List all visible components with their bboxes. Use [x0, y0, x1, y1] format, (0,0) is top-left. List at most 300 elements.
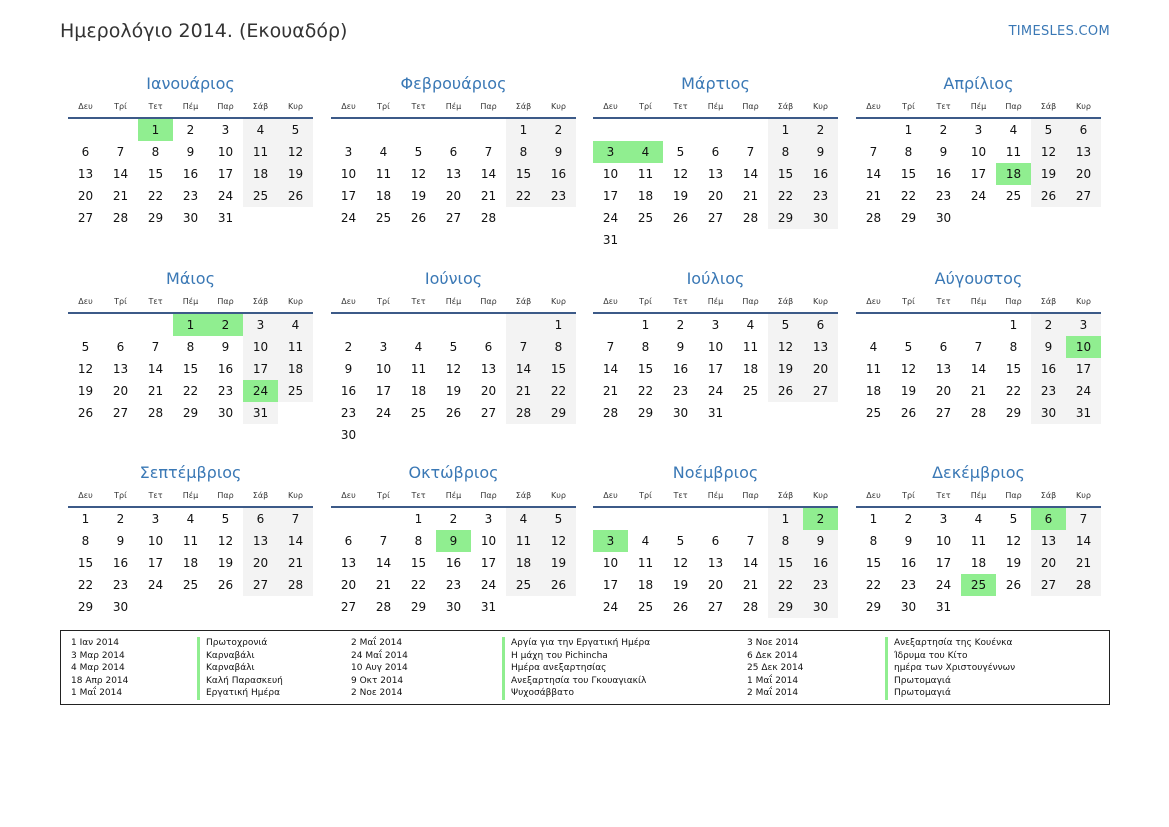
- weekday-label: Πέμ: [970, 491, 987, 500]
- legend-holiday-name: Ανεξαρτησία του Γκουαγιακίλ: [502, 675, 650, 688]
- weekday-label: Πέμ: [707, 491, 724, 500]
- day-cell: 17: [375, 384, 392, 398]
- weekday-label: Τετ: [411, 102, 426, 111]
- day-cell: 26: [77, 406, 94, 420]
- empty-day-cell: [698, 119, 733, 141]
- day-cell: 7: [151, 340, 160, 354]
- day-cell: 13: [707, 556, 724, 570]
- empty-day-cell: [471, 424, 506, 446]
- month-4: [856, 73, 1101, 229]
- legend-date: 2 Μαΐ 2014: [351, 638, 403, 648]
- weekday-header: [593, 97, 838, 119]
- day-cell: 24: [217, 189, 234, 203]
- day-cell: 15: [900, 167, 917, 181]
- day-cell: 9: [186, 145, 195, 159]
- weekday-label: Πέμ: [707, 297, 724, 306]
- day-cell: 17: [970, 167, 987, 181]
- day-cell: 6: [803, 314, 838, 336]
- day-cell: 21: [278, 552, 313, 574]
- day-cell: 18: [637, 578, 654, 592]
- empty-day-cell: [541, 424, 576, 446]
- day-cell: 26: [1005, 578, 1022, 592]
- weekday-label: Κυρ: [288, 102, 303, 111]
- day-cell: 19: [410, 189, 427, 203]
- day-cell: 28: [147, 406, 164, 420]
- day-cell: 29: [865, 600, 882, 614]
- day-cell: 3: [1066, 314, 1101, 336]
- day-cell: 2: [904, 512, 913, 526]
- day-cell: 25: [961, 574, 996, 596]
- legend-names-col-1: [197, 637, 283, 700]
- day-cell: 1: [768, 508, 803, 530]
- day-cell: 5: [278, 119, 313, 141]
- day-cell: 28: [742, 600, 759, 614]
- day-cell: 14: [1066, 530, 1101, 552]
- week-row: [856, 185, 1101, 207]
- day-cell: 26: [217, 578, 234, 592]
- legend-dates-col-3: [747, 637, 803, 700]
- day-cell: 20: [445, 189, 462, 203]
- month-10: [331, 462, 576, 618]
- weekday-label: Σάβ: [777, 491, 794, 500]
- legend-holiday-name: Αργία για την Εργατική Ημέρα: [502, 637, 650, 650]
- day-cell: 5: [449, 340, 458, 354]
- day-cell: 2: [1031, 314, 1066, 336]
- day-cell: 1: [768, 119, 803, 141]
- day-cell: 26: [672, 600, 689, 614]
- day-cell: 30: [112, 600, 129, 614]
- day-cell: 23: [445, 578, 462, 592]
- day-cell: 28: [506, 402, 541, 424]
- weekday-label: Δευ: [603, 102, 618, 111]
- day-cell: 9: [803, 530, 838, 552]
- day-cell: 19: [217, 556, 234, 570]
- empty-day-cell: [366, 119, 401, 141]
- day-cell: 15: [506, 163, 541, 185]
- day-cell: 14: [112, 167, 129, 181]
- day-cell: 31: [480, 600, 497, 614]
- day-cell: 9: [939, 145, 948, 159]
- day-cell: 28: [278, 574, 313, 596]
- legend-date: 2 Νοε 2014: [351, 688, 403, 698]
- day-cell: 16: [541, 163, 576, 185]
- empty-day-cell: [593, 508, 628, 530]
- day-cell: 27: [243, 574, 278, 596]
- week-row: [331, 163, 576, 185]
- empty-day-cell: [243, 207, 278, 229]
- day-cell: 27: [803, 380, 838, 402]
- day-cell: 18: [243, 163, 278, 185]
- day-cell: 27: [707, 211, 724, 225]
- day-cell: 20: [1066, 163, 1101, 185]
- weekday-header: [856, 292, 1101, 314]
- day-cell: 6: [939, 340, 948, 354]
- weekday-label: Δευ: [78, 491, 93, 500]
- day-cell: 25: [742, 384, 759, 398]
- legend-holiday-name: Η μάχη του Pichincha: [502, 650, 650, 663]
- day-cell: 4: [379, 145, 388, 159]
- empty-day-cell: [471, 314, 506, 336]
- day-cell: 11: [506, 530, 541, 552]
- empty-day-cell: [506, 596, 541, 618]
- day-cell: 30: [217, 406, 234, 420]
- day-cell: 8: [186, 340, 195, 354]
- day-cell: 17: [217, 167, 234, 181]
- day-cell: 10: [147, 534, 164, 548]
- month-name: Μάιος: [166, 269, 215, 288]
- day-cell: 24: [935, 578, 952, 592]
- day-cell: 28: [865, 211, 882, 225]
- day-cell: 6: [81, 145, 90, 159]
- week-row: [331, 185, 576, 207]
- empty-day-cell: [506, 314, 541, 336]
- week-row: [856, 358, 1101, 380]
- week-row: [331, 508, 576, 530]
- day-cell: 4: [506, 508, 541, 530]
- empty-day-cell: [698, 229, 733, 251]
- legend-date: 25 Δεκ 2014: [747, 663, 804, 673]
- weekday-label: Κυρ: [288, 297, 303, 306]
- weekday-label: Τρί: [639, 297, 652, 306]
- day-cell: 10: [243, 336, 278, 358]
- day-cell: 15: [541, 358, 576, 380]
- weekday-label: Παρ: [742, 491, 759, 500]
- day-cell: 3: [243, 314, 278, 336]
- empty-day-cell: [628, 119, 663, 141]
- weekday-label: Παρ: [742, 297, 759, 306]
- day-cell: 13: [803, 336, 838, 358]
- week-row: [856, 530, 1101, 552]
- weekday-label: Πέμ: [707, 102, 724, 111]
- day-cell: 12: [1031, 141, 1066, 163]
- day-cell: 12: [410, 167, 427, 181]
- week-row: [68, 380, 313, 402]
- day-cell: 16: [803, 552, 838, 574]
- weekday-label: Τετ: [673, 297, 688, 306]
- day-cell: 13: [935, 362, 952, 376]
- empty-day-cell: [278, 402, 313, 424]
- week-row: [68, 185, 313, 207]
- month-5: [68, 268, 313, 424]
- day-cell: 12: [77, 362, 94, 376]
- week-row: [856, 207, 1101, 229]
- holiday-legend: [60, 630, 1110, 705]
- week-row: [68, 119, 313, 141]
- day-cell: 10: [707, 340, 724, 354]
- day-cell: 27: [1066, 185, 1101, 207]
- day-cell: 11: [865, 362, 882, 376]
- legend-date: 3 Μαρ 2014: [71, 650, 125, 661]
- legend-date: 9 Οκτ 2014: [351, 675, 404, 686]
- weekday-label: Πέμ: [182, 102, 199, 111]
- week-row: [593, 552, 838, 574]
- week-row: [856, 336, 1101, 358]
- weekday-label: Τετ: [673, 491, 688, 500]
- empty-day-cell: [961, 207, 996, 229]
- day-cell: 21: [1066, 552, 1101, 574]
- week-row: [593, 380, 838, 402]
- day-cell: 14: [602, 362, 619, 376]
- empty-day-cell: [961, 314, 996, 336]
- day-cell: 31: [602, 233, 619, 247]
- week-row: [68, 141, 313, 163]
- empty-day-cell: [628, 508, 663, 530]
- legend-holiday-name: Ίδρυμα του Κίτο: [885, 650, 1015, 663]
- day-cell: 24: [970, 189, 987, 203]
- day-cell: 15: [1005, 362, 1022, 376]
- day-cell: 27: [77, 211, 94, 225]
- day-cell: 12: [217, 534, 234, 548]
- legend-date: 2 Μαΐ 2014: [747, 688, 799, 698]
- day-cell: 19: [768, 358, 803, 380]
- week-row: [593, 141, 838, 163]
- week-row: [856, 552, 1101, 574]
- weekday-label: Δευ: [341, 297, 356, 306]
- day-cell: 26: [541, 574, 576, 596]
- day-cell: 21: [506, 380, 541, 402]
- weekday-label: Κυρ: [1076, 297, 1091, 306]
- legend-holiday-name: Ανεξαρτησία της Κουένκα: [885, 637, 1015, 650]
- day-cell: 21: [375, 578, 392, 592]
- week-row: [68, 574, 313, 596]
- day-cell: 4: [243, 119, 278, 141]
- day-cell: 10: [935, 534, 952, 548]
- month-12: [856, 462, 1101, 618]
- day-cell: 8: [506, 141, 541, 163]
- month-3: [593, 73, 838, 251]
- weekday-label: Τετ: [411, 491, 426, 500]
- week-row: [856, 596, 1101, 618]
- day-cell: 19: [1005, 556, 1022, 570]
- legend-holiday-name: Ψυχοσάββατο: [502, 687, 650, 700]
- week-row: [856, 314, 1101, 336]
- day-cell: 5: [676, 534, 685, 548]
- day-cell: 12: [900, 362, 917, 376]
- day-cell: 19: [77, 384, 94, 398]
- legend-holiday-name: Πρωτοχρονιά: [197, 637, 283, 650]
- weekday-label: Κυρ: [1076, 491, 1091, 500]
- empty-day-cell: [1031, 207, 1066, 229]
- day-cell: 1: [1009, 318, 1018, 332]
- empty-day-cell: [663, 119, 698, 141]
- day-cell: 13: [1031, 530, 1066, 552]
- legend-holiday-name: Πρωτομαγιά: [885, 675, 1015, 688]
- day-cell: 16: [112, 556, 129, 570]
- day-cell: 18: [278, 358, 313, 380]
- weekday-header: [856, 97, 1101, 119]
- day-cell: 11: [375, 167, 392, 181]
- day-cell: 10: [340, 167, 357, 181]
- empty-day-cell: [243, 596, 278, 618]
- day-cell: 9: [541, 141, 576, 163]
- day-cell: 8: [81, 534, 90, 548]
- weekday-header: [331, 292, 576, 314]
- day-cell: 15: [77, 556, 94, 570]
- day-cell: 23: [935, 189, 952, 203]
- empty-day-cell: [628, 229, 663, 251]
- empty-day-cell: [856, 119, 891, 141]
- day-cell: 13: [77, 167, 94, 181]
- month-name: Ιανουάριος: [146, 74, 235, 93]
- month-name: Δεκέμβριος: [932, 463, 1025, 482]
- day-cell: 15: [410, 556, 427, 570]
- day-cell: 6: [711, 534, 720, 548]
- day-cell: 3: [974, 123, 983, 137]
- day-cell: 26: [410, 211, 427, 225]
- empty-day-cell: [401, 424, 436, 446]
- weekday-label: Τετ: [148, 102, 163, 111]
- day-cell: 17: [243, 358, 278, 380]
- legend-dates-col-1: [71, 637, 128, 700]
- weekday-label: Παρ: [217, 102, 234, 111]
- day-cell: 29: [541, 402, 576, 424]
- week-row: [856, 380, 1101, 402]
- day-cell: 5: [676, 145, 685, 159]
- week-row: [68, 207, 313, 229]
- weekday-label: Κυρ: [813, 297, 828, 306]
- day-cell: 8: [768, 530, 803, 552]
- day-cell: 16: [217, 362, 234, 376]
- day-cell: 27: [112, 406, 129, 420]
- day-cell: 16: [1031, 358, 1066, 380]
- weekday-label: Τρί: [639, 491, 652, 500]
- day-cell: 15: [865, 556, 882, 570]
- day-cell: 18: [375, 189, 392, 203]
- empty-day-cell: [138, 314, 173, 336]
- month-name: Μάρτιος: [681, 74, 750, 93]
- week-row: [68, 552, 313, 574]
- day-cell: 17: [147, 556, 164, 570]
- week-row: [331, 119, 576, 141]
- day-cell: 2: [803, 119, 838, 141]
- weekday-label: Παρ: [480, 102, 497, 111]
- day-cell: 19: [445, 384, 462, 398]
- week-row: [593, 358, 838, 380]
- empty-day-cell: [733, 229, 768, 251]
- empty-day-cell: [663, 229, 698, 251]
- day-cell: 1: [138, 119, 173, 141]
- weekday-label: Κυρ: [813, 102, 828, 111]
- day-cell: 31: [217, 211, 234, 225]
- day-cell: 25: [637, 600, 654, 614]
- day-cell: 15: [768, 163, 803, 185]
- weekday-label: Παρ: [1005, 102, 1022, 111]
- empty-day-cell: [506, 207, 541, 229]
- day-cell: 4: [974, 512, 983, 526]
- day-cell: 11: [637, 167, 654, 181]
- day-cell: 18: [410, 384, 427, 398]
- day-cell: 7: [116, 145, 125, 159]
- day-cell: 30: [803, 207, 838, 229]
- empty-day-cell: [103, 314, 138, 336]
- empty-day-cell: [331, 314, 366, 336]
- day-cell: 24: [340, 211, 357, 225]
- day-cell: 14: [865, 167, 882, 181]
- day-cell: 7: [606, 340, 615, 354]
- week-row: [593, 314, 838, 336]
- day-cell: 27: [445, 211, 462, 225]
- day-cell: 6: [484, 340, 493, 354]
- week-row: [593, 596, 838, 618]
- day-cell: 21: [602, 384, 619, 398]
- empty-day-cell: [926, 314, 961, 336]
- day-cell: 13: [1066, 141, 1101, 163]
- day-cell: 19: [278, 163, 313, 185]
- day-cell: 4: [628, 141, 663, 163]
- day-cell: 2: [116, 512, 125, 526]
- day-cell: 4: [869, 340, 878, 354]
- brand-link[interactable]: TIMESLES.COM: [1008, 24, 1110, 39]
- day-cell: 3: [711, 318, 720, 332]
- weekday-label: Κυρ: [551, 297, 566, 306]
- day-cell: 14: [970, 362, 987, 376]
- day-cell: 16: [803, 163, 838, 185]
- week-row: [593, 119, 838, 141]
- month-6: [331, 268, 576, 446]
- day-cell: 8: [541, 336, 576, 358]
- day-cell: 6: [116, 340, 125, 354]
- day-cell: 20: [707, 189, 724, 203]
- empty-day-cell: [436, 314, 471, 336]
- day-cell: 15: [637, 362, 654, 376]
- day-cell: 26: [278, 185, 313, 207]
- day-cell: 16: [900, 556, 917, 570]
- day-cell: 30: [445, 600, 462, 614]
- day-cell: 22: [768, 574, 803, 596]
- week-row: [331, 141, 576, 163]
- day-cell: 28: [602, 406, 619, 420]
- week-row: [331, 314, 576, 336]
- day-cell: 22: [77, 578, 94, 592]
- weekday-label: Δευ: [866, 102, 881, 111]
- month-2: [331, 73, 576, 229]
- weekday-label: Παρ: [742, 102, 759, 111]
- weekday-header: [68, 97, 313, 119]
- day-cell: 12: [672, 556, 689, 570]
- weekday-label: Σάβ: [777, 297, 794, 306]
- weekday-label: Κυρ: [813, 491, 828, 500]
- weekday-header: [68, 486, 313, 508]
- day-cell: 18: [996, 163, 1031, 185]
- week-row: [593, 163, 838, 185]
- day-cell: 2: [208, 314, 243, 336]
- day-cell: 2: [676, 318, 685, 332]
- day-cell: 20: [243, 552, 278, 574]
- empty-day-cell: [366, 314, 401, 336]
- day-cell: 25: [182, 578, 199, 592]
- month-name: Αύγουστος: [934, 269, 1023, 288]
- empty-day-cell: [471, 119, 506, 141]
- empty-day-cell: [506, 424, 541, 446]
- weekday-label: Πέμ: [445, 102, 462, 111]
- day-cell: 6: [1066, 119, 1101, 141]
- day-cell: 24: [602, 211, 619, 225]
- day-cell: 21: [147, 384, 164, 398]
- weekday-label: Πέμ: [970, 297, 987, 306]
- day-cell: 21: [112, 189, 129, 203]
- day-cell: 1: [541, 314, 576, 336]
- legend-date: 6 Δεκ 2014: [747, 650, 798, 661]
- weekday-label: Τρί: [114, 491, 127, 500]
- day-cell: 23: [1031, 380, 1066, 402]
- empty-day-cell: [68, 119, 103, 141]
- day-cell: 29: [768, 596, 803, 618]
- week-row: [593, 207, 838, 229]
- weekday-label: Δευ: [341, 102, 356, 111]
- day-cell: 16: [182, 167, 199, 181]
- day-cell: 9: [1031, 336, 1066, 358]
- day-cell: 16: [340, 384, 357, 398]
